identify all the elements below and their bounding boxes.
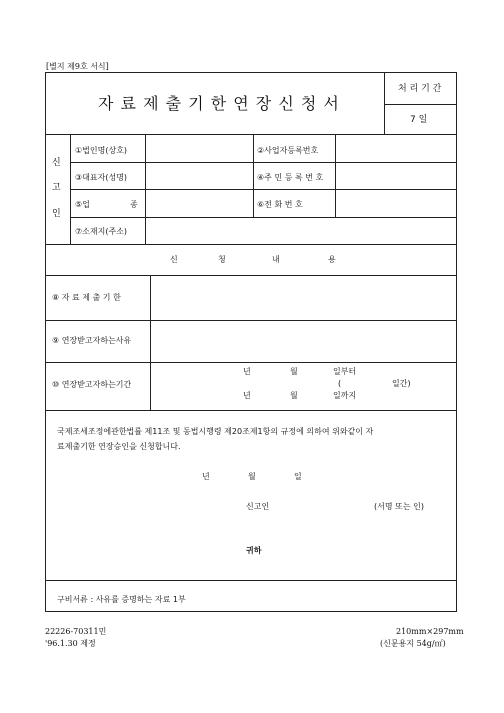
reason-field[interactable] [151,321,456,361]
period-days-open: ( [338,379,342,388]
sign-or-seal-note: (서명 또는 인) [374,502,424,511]
phone-label: ⑥전 화 번 호 [257,200,303,209]
request-heading-char: 청 [218,255,226,264]
reason-label: ⑨ 연장받고자하는사유 [52,336,132,345]
period-start-day: 일부터 [333,367,357,376]
phone-field[interactable] [336,190,456,216]
form-title: 자 료 제 출 기 한 연 장 신 청 서 [98,94,340,113]
paper-size: 210mm×297mm [396,627,464,636]
processing-period-label: 처 리 기 간 [398,84,442,94]
biz-reg-no-label: ②사업자등록번호 [257,146,319,155]
period-start-year: 년 [243,367,251,376]
deadline-label: ⑧ 자 료 제 출 기 한 [52,293,121,302]
period-label: ⑩ 연장받고자하는기간 [52,380,132,389]
biz-type-field[interactable] [146,190,252,216]
resident-no-label: ④주 민 등 록 번 호 [257,173,324,182]
signer-field[interactable] [285,498,367,514]
period-end-year: 년 [243,391,251,400]
request-heading-char: 신 [170,255,178,264]
date-day-label: 일 [294,472,302,481]
applicant-side-char: 고 [52,183,61,193]
representative-label: ③대표자(성명) [75,173,128,182]
date-year-label: 년 [202,472,210,481]
corp-name-label: ①법인명(상호) [75,146,128,155]
address-label: ⑦소재지(주소) [75,227,128,236]
date-month-label: 월 [248,472,256,481]
request-heading-char: 용 [328,255,336,264]
biz-type-label: ⑤업 [75,200,90,209]
request-heading-char: 내 [272,255,280,264]
period-end-month: 월 [290,391,298,400]
statement-line-2: 료제출기한 연장승인을 신청합니다. [57,442,181,451]
statement-line-1: 국제조세조정에관한법률 제11조 및 동법시행령 제20조제1항의 규정에 의하여 위와같이 자 [57,427,374,436]
biz-type-label-suffix: 종 [130,200,138,209]
signer-label: 신고인 [246,502,270,511]
period-start-month: 월 [290,367,298,376]
applicant-side-char: 인 [52,209,61,219]
form-code: 22226-70311민 [45,627,107,636]
biz-reg-no-field[interactable] [336,135,456,161]
form-number-tag: [별지 제9호 서식] [46,62,109,71]
resident-no-field[interactable] [336,163,456,188]
applicant-side-char: 신 [52,158,61,168]
representative-field[interactable] [146,163,252,188]
address-field[interactable] [146,218,456,243]
deadline-field[interactable] [151,276,456,319]
corp-name-field[interactable] [146,135,252,161]
paper-spec: (신문용지 54g/㎡) [380,639,446,648]
enactment-date: '96.1.30 제정 [45,639,96,648]
period-days: 일간) [392,379,411,388]
period-end-day: 일까지 [333,391,357,400]
addressee-label: 귀하 [246,546,262,555]
processing-period-value: 7 일 [410,115,428,125]
attachments-note: 구비서류 : 사유를 증명하는 자료 1부 [57,595,186,604]
